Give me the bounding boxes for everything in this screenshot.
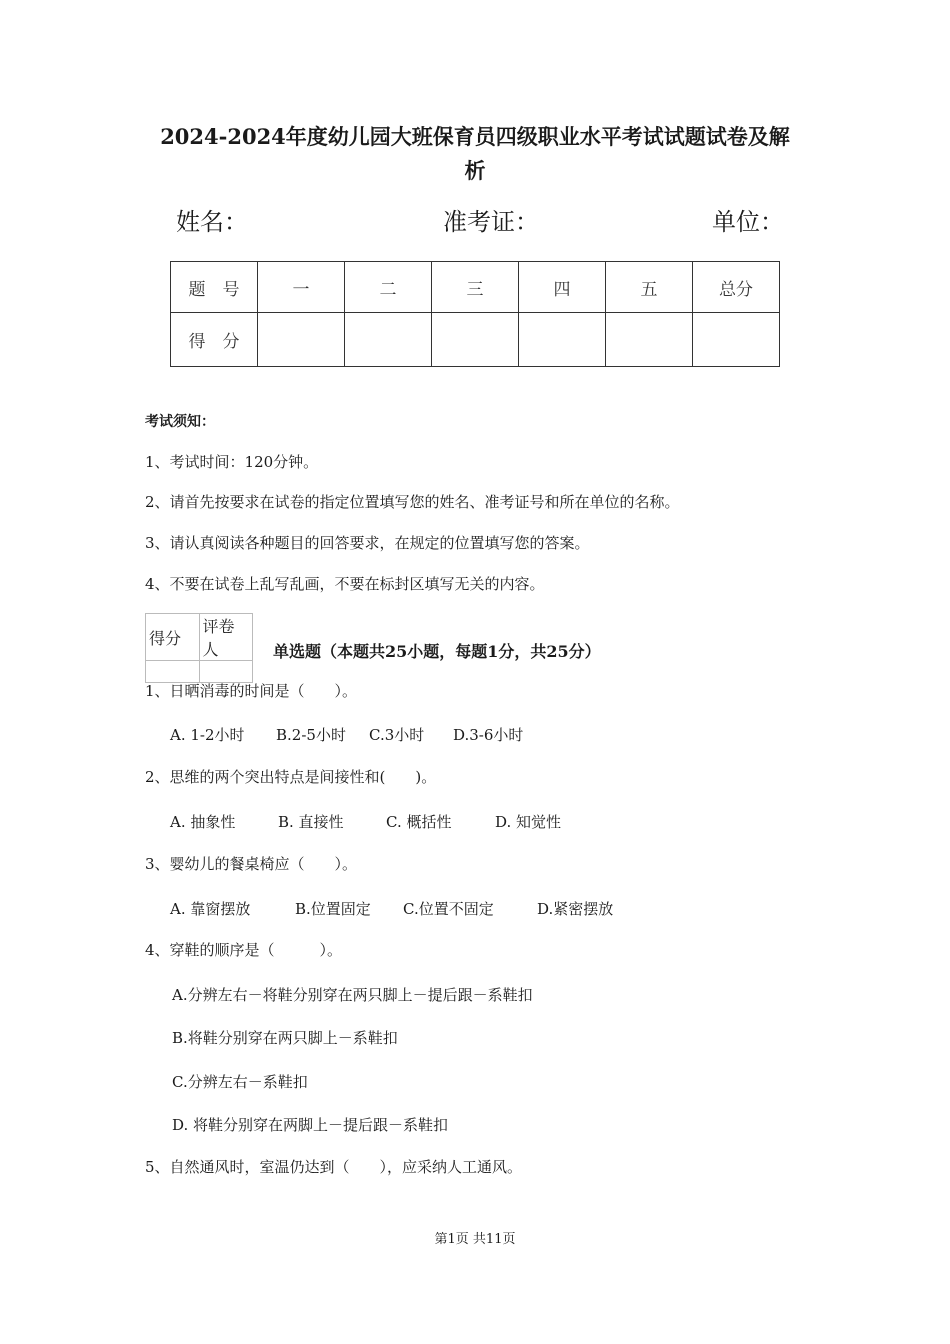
header-cell: 题 号 bbox=[171, 262, 258, 313]
question-stem: 2、思维的两个突出特点是间接性和( )。 bbox=[145, 768, 437, 786]
option: C.分辨左右－系鞋扣 bbox=[172, 1073, 308, 1091]
grader-name-label: 评卷人 bbox=[199, 614, 253, 661]
option: C.3小时 bbox=[369, 726, 425, 744]
score-cell bbox=[432, 313, 519, 367]
document-title bbox=[120, 120, 830, 188]
header-cell: 二 bbox=[345, 262, 432, 313]
notice-item: 4、不要在试卷上乱写乱画，不要在标封区填写无关的内容。 bbox=[145, 575, 545, 593]
grader-name-cell bbox=[199, 661, 253, 683]
grader-box bbox=[145, 613, 253, 683]
notice-item: 1、考试时间：120分钟。 bbox=[145, 453, 319, 471]
option: D.紧密摆放 bbox=[537, 900, 614, 918]
option: B.将鞋分别穿在两只脚上－系鞋扣 bbox=[172, 1029, 398, 1047]
option: D. 知觉性 bbox=[495, 813, 562, 831]
section-title: 单选题（本题共25小题，每题1分，共25分） bbox=[273, 642, 601, 661]
unit-label: 单位： bbox=[712, 208, 784, 236]
question-stem: 1、日晒消毒的时间是（ ）。 bbox=[145, 682, 358, 700]
option: A.分辨左右－将鞋分别穿在两只脚上－提后跟－系鞋扣 bbox=[172, 986, 533, 1004]
option: A. 1-2小时 bbox=[170, 726, 245, 744]
score-table bbox=[170, 261, 780, 367]
option: A. 抽象性 bbox=[170, 813, 236, 831]
title-line-2: 析 bbox=[464, 158, 486, 183]
option: B.位置固定 bbox=[295, 900, 371, 918]
title-line-1: 2024-2024年度幼儿园大班保育员四级职业水平考试试题试卷及解 bbox=[160, 124, 790, 149]
exam-number-label: 准考证： bbox=[443, 208, 539, 236]
score-cell bbox=[606, 313, 693, 367]
name-label: 姓名： bbox=[176, 208, 248, 236]
score-table-header-row bbox=[171, 262, 780, 313]
notice-heading: 考试须知： bbox=[145, 414, 215, 430]
option: C. 概括性 bbox=[386, 813, 452, 831]
grader-score-label: 得分 bbox=[146, 614, 200, 661]
score-cell bbox=[345, 313, 432, 367]
option: A. 靠窗摆放 bbox=[170, 900, 251, 918]
score-row-label: 得 分 bbox=[171, 313, 258, 367]
score-cell bbox=[258, 313, 345, 367]
score-cell bbox=[693, 313, 780, 367]
notice-item: 3、请认真阅读各种题目的回答要求，在规定的位置填写您的答案。 bbox=[145, 534, 590, 552]
option: D. 将鞋分别穿在两脚上－提后跟－系鞋扣 bbox=[172, 1116, 449, 1134]
header-cell: 四 bbox=[519, 262, 606, 313]
header-cell: 五 bbox=[606, 262, 693, 313]
header-cell: 总分 bbox=[693, 262, 780, 313]
score-table-score-row bbox=[171, 313, 780, 367]
question-stem: 3、婴幼儿的餐桌椅应（ ）。 bbox=[145, 855, 358, 873]
question-stem: 4、穿鞋的顺序是（ ）。 bbox=[145, 941, 343, 959]
score-cell bbox=[519, 313, 606, 367]
notice-item: 2、请首先按要求在试卷的指定位置填写您的姓名、准考证号和所在单位的名称。 bbox=[145, 493, 680, 511]
option: D.3-6小时 bbox=[453, 726, 524, 744]
option: B. 直接性 bbox=[278, 813, 344, 831]
option: B.2-5小时 bbox=[276, 726, 346, 744]
header-cell: 一 bbox=[258, 262, 345, 313]
page-footer: 第1页 共11页 bbox=[434, 1232, 516, 1247]
grader-score-cell bbox=[146, 661, 200, 683]
question-stem: 5、自然通风时，室温仍达到（ ），应采纳人工通风。 bbox=[145, 1158, 523, 1176]
option: C.位置不固定 bbox=[403, 900, 494, 918]
header-cell: 三 bbox=[432, 262, 519, 313]
